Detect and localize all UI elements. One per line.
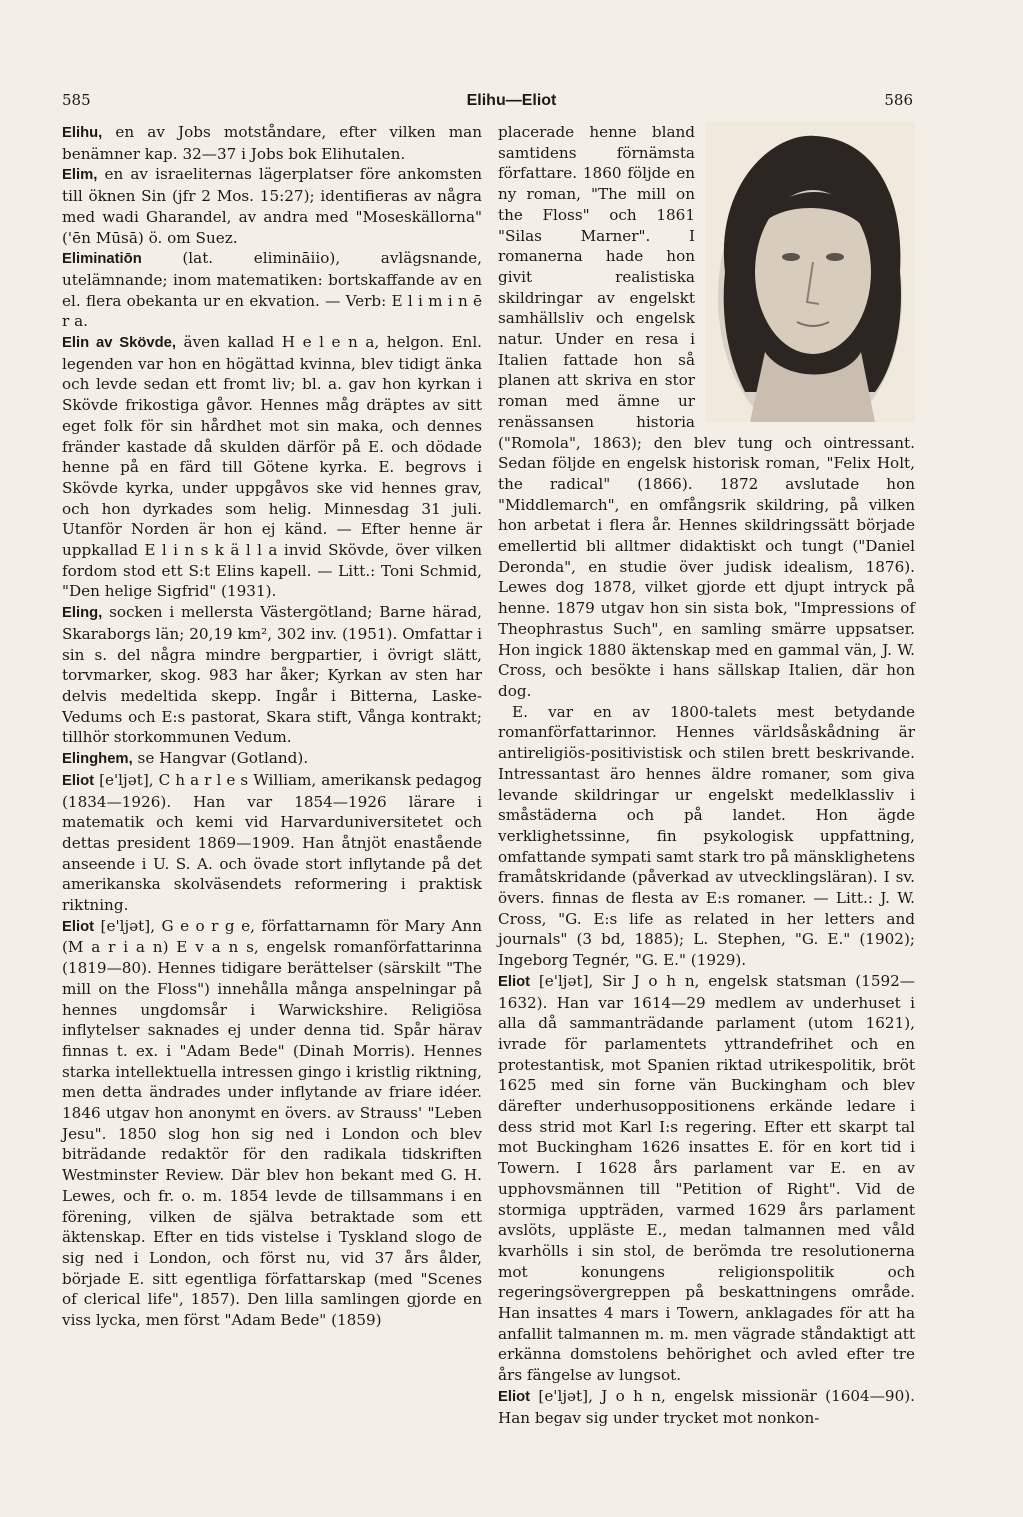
page-number-right: 586 <box>884 91 913 109</box>
entry-text: [e'ljət], Sir J o h n, engelsk statsman (1592—1632). Han var 1614—29 medlem av underhuset i alla då sammanträdande parlament (utom 1621), ivrade för parlamentets yttrandefrihet och en protestantisk, mot Spanien riktad utrikespolitik, bröt 1625 med sin forne vän Buckingham och blev därefter underhusoppositionens erkände ledare i dess strid mot Karl I:s regering. Efter ett skarpt tal mot Buckingham 1626 insattes E. för en kort tid i Towern. I 1628 års parlament var E. en av upphovsmännen till "Petition of Right". Vid de stormiga uppträden, varmed 1629 års parlament avslöts, uppläste E., medan talmannen med våld kvarhölls i sin stol, de berömda tre resolutionerna mot konungens religionspolitik och regeringsövergreppen på beskattningens område. Han insattes 4 mars i Towern, anklagades för att ha anfallit talmannen m. m. men vägrade ståndaktigt att erkänna domstolens behörighet och avled efter tre års fängelse av lungsot. <box>498 971 915 1385</box>
entry-text: en av Jobs motståndare, efter vilken man benämner kap. 32—37 i Jobs bok Elihutalen. <box>62 123 482 163</box>
entry-text: även kallad H e l e n a, helgon. Enl. legenden var hon en högättad kvinna, blev tidigt änka och levde sedan ett fromt liv; bl. a. gav hon kyrkan i Skövde frikostiga gåvor. Hennes måg dräptes av sitt eget folk för sin hårdhet mot sin maka, och dennes fränder kastade då skulden därför på E. och dödade henne på en färd till Götene kyrka. E. begrovs i Skövde kyrka, under uppgåvos ske vid hennes grav, och hon dyrkades som helig. Minnesdag 31 juli. Utanför Norden är hon ej känd. — Efter henne är uppkallad E l i n s k ä l l a invid Skövde, över vilken fordom stod ett S:t Elins kapell. — Litt.: Toni Schmid, "Den helige Sigfrid" (1931). <box>62 333 483 601</box>
eliot-george-assessment: E. var en av 1800-talets mest betydande romanförfattarinnor. Hennes världsåskådning är antireligiös-positivistisk och stilen brett beskrivande. Intressantast äro hennes äldre romaner, som giva levande skildringar ur engelskt medelklassliv i småstäderna och på landet. Hon ägde verklighetssinne, fin psykologisk uppfattning, omfattande sympati samt stark tro på mänsklighetens framåtskridande (påverkad av utvecklingsläran). I sv. övers. finnas de flesta av E:s romaner. — Litt.: J. W. Cross, "G. E:s life as related in her letters and journals" (3 bd, 1885); L. Stephen, "G. E." (1902); Ingeborg Tegnér, "G. E." (1929). <box>498 702 915 970</box>
entry-text: en av israeliternas lägerplatser före ankomsten till öknen Sin (jfr 2 Mos. 15:27); identifieras av några med wadi Gharandel, av andra med "Moseskällorna" ('ēn Mūsā) ö. om Suez. <box>62 165 482 247</box>
headword: Eliot <box>498 973 531 990</box>
entry-elimination <box>62 248 482 332</box>
entry-elinghem <box>62 748 482 770</box>
headword: Elihu, <box>62 125 103 141</box>
headword: Eliot <box>498 1388 531 1405</box>
entry-elim <box>62 164 482 248</box>
left-column <box>62 122 482 1331</box>
entry-text: socken i mellersta Västergötland; Barne härad, Skaraborgs län; 20,19 km², 302 inv. (1951). Omfattar i sin s. del några mindre bergpartier, i övrigt slätt, torvmarker, skog. 983 har åker; Kyrkan av sten har delvis medeltida skepp. Ingår i Bitterna, Laske-Vedums och E:s pastorat, Skara stift, Vånga kontrakt; tillhör storkommunen Vedum. <box>62 603 482 747</box>
portrait-figure <box>705 122 915 422</box>
entry-text: [e'ljət], C h a r l e s William, amerikansk pedagog (1834—1926). Han var 1854—1926 lärare i matematik och kemi vid Harvarduniversitetet och dettas president 1869—1909. Han åtnjöt enastående anseende i U. S. A. och övade stort inflytande på det amerikanska skolväsendets reformering i praktisk riktning. <box>62 770 482 915</box>
headword: Eliminatiōn <box>62 251 142 268</box>
entry-eling <box>62 602 482 748</box>
running-head: Elihu—Eliot <box>466 92 557 109</box>
headword: Eliot <box>62 772 95 789</box>
entry-eliot-charles <box>62 770 482 916</box>
entry-text: [e'ljət], G e o r g e, författarnamn för Mary Ann (M a r i a n) E v a n s, engelsk romanförfattarinna (1819—80). Hennes tidigare berättelser (särskilt "The mill on the Floss") innehålla många anspelningar på hennes ungdomsår i Warwickshire. Religiösa inflytelser saknades ej under denna tid. Spår härav finnas t. ex. i "Adam Bede" (Dinah Morris). Hennes starka intellektuella intressen gingo i kristlig riktning, men detta ändrades under inflytande av friare idéer. 1846 utgav hon anonymt en övers. av Strauss' "Leben Jesu". 1850 slog hon sig ned i London och blev biträdande redaktör för den radikala tidskriften Westminster Review. Där blev hon bekant med G. H. Lewes, och fr. o. m. 1854 levde de tillsammans i en förening, vilken de själva betraktade som ett äktenskap. Efter en tids vistelse i Tyskland slogo de sig ned i London, och först nu, vid 37 års ålder, började E. sitt egentliga författarskap (med "Scenes of clerical life", 1857). Den lilla samlingen gjorde en viss lycka, men först "Adam Bede" (1859) <box>62 916 482 1330</box>
eliot-george-continued: placerade henne bland samtidens förnämsta författare. 1860 följde en ny roman, "The mill on the Floss" och 1861 "Silas Marner". I romanerna hade hon givit realistiska skildringar av engelskt samhällsliv och engelsk natur. Under en resa i Italien fattade hon så planen att skriva en stor roman med ämne ur renässansen historia ("Romola", 1863); den blev tung och ointressant. Sedan följde en engelsk historisk roman, "Felix Holt, the radical" (1866). 1872 avslutade hon "Middlemarch", en omfångsrik skildring, på vilken hon arbetat i flera år. Hennes skildringssätt började emellertid bli alltmer didaktiskt och tungt ("Daniel Deronda", en studie över judisk idealism, 1876). Lewes dog 1878, vilket gjorde ett djupt intryck på henne. 1879 utgav hon sin sista bok, "Impressions of Theophrastus Such", en samling smärre uppsatser. Hon ingick 1880 äktenskap med en gammal vän, J. W. Cross, och besökte i hans sällskap Italien, där hon dog. <box>498 123 915 700</box>
entry-elihu <box>62 122 482 164</box>
right-column <box>498 122 915 1428</box>
entry-eliot-sir-john <box>498 971 915 1386</box>
entry-eliot-george <box>62 916 482 1331</box>
headword: Elim, <box>62 167 98 184</box>
entry-text: (lat. elimināiio), avlägsnande, utelämnande; inom matematiken: bortskaffande av en el. flera obekanta ur en ekvation. — Verb: E l i m i n ē r a. <box>62 249 482 331</box>
portrait-image <box>705 122 915 422</box>
headword: Eling, <box>62 605 103 622</box>
entry-text: se Hangvar (Gotland). <box>132 749 309 768</box>
entry-elin-av-skovde <box>62 332 482 602</box>
headword: Eliot <box>62 918 95 935</box>
page-number-left: 585 <box>62 91 91 109</box>
entry-text: [e'ljət], J o h n, engelsk missionär (1604—90). Han begav sig under trycket mot nonkon- <box>498 1386 915 1427</box>
entry-eliot-john-missionary <box>498 1386 915 1428</box>
headword: Elin av Skövde, <box>62 335 176 352</box>
headword: Elinghem, <box>62 751 133 768</box>
